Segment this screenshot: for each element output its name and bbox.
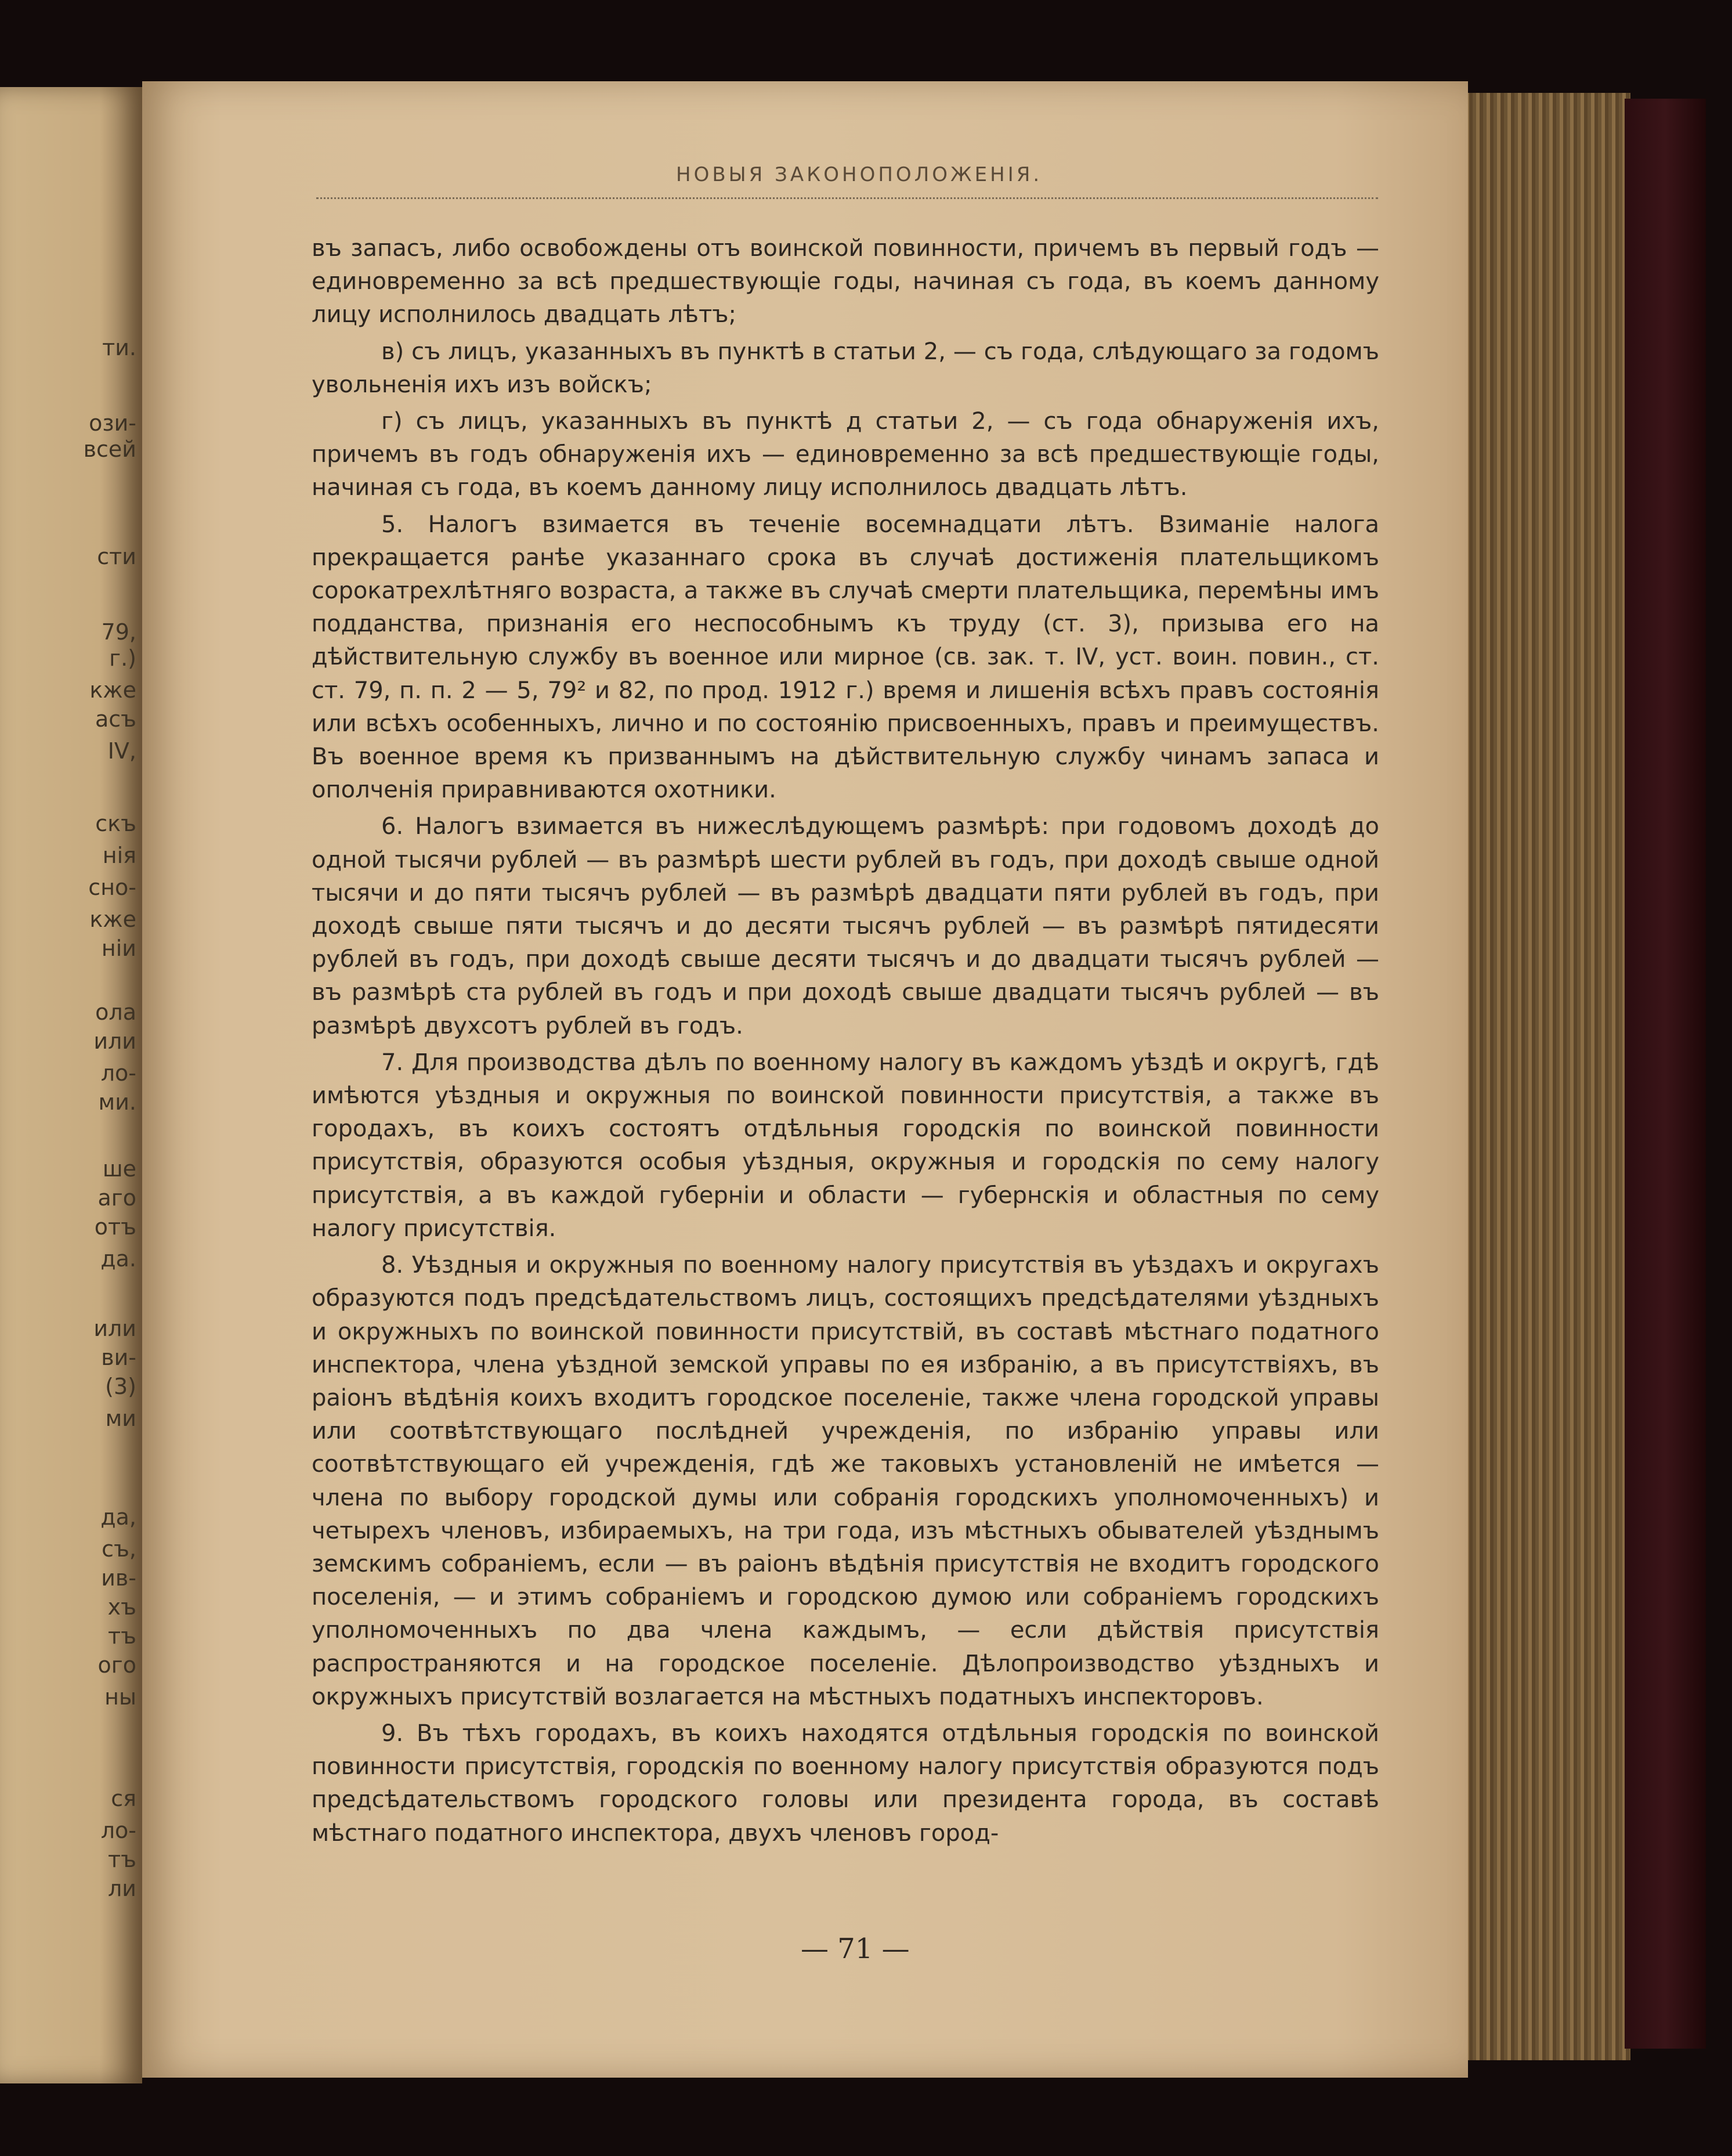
page-edges [1462, 93, 1630, 2060]
paragraph: 8. Уѣздныя и окружныя по военному налогу присутствія въ уѣздахъ и округахъ образуются подъ предсѣдательствомъ лицъ, состоящихъ предсѣдателями уѣздныхъ и окружныхъ по воинской повинности присутствій, въ составѣ мѣстнаго податного инспектора, члена уѣздной земской управы по ея избранію, а въ присутствіяхъ, въ раіонъ вѣдѣнія коихъ входитъ городское поселеніе, также члена городской управы или соотвѣтствующаго послѣдней учрежденія, по избранію управы или соотвѣтствующаго ей учрежденія, гдѣ же таковыхъ установленій не имѣется — члена по выбору городской думы или собранія городскихъ уполномоченныхъ) и четырехъ членовъ, избираемыхъ, на три года, изъ мѣстныхъ обывателей уѣзднымъ земскимъ собраніемъ, если — въ раіонъ вѣдѣнія присутствія не входитъ городского поселенія, — и этимъ собраніемъ и городскою думою или собраніемъ городскихъ уполномоченныхъ по два члена каждымъ, — если дѣйствія присутствія распространяются и на городское поселеніе. Дѣлопроизводство уѣздныхъ и окружныхъ присутствій возлагается на мѣстныхъ податныхъ инспекторовъ. [312, 1252, 1379, 1710]
paragraph: г) съ лицъ, указанныхъ въ пунктѣ д статьи 2, — съ года обнаруженія ихъ, причемъ въ годъ обнаруженія ихъ — единовременно за всѣ предшествующіе годы, начиная съ года, въ коемъ данному лицу исполнилось двадцать лѣтъ. [312, 408, 1379, 501]
paragraph: в) съ лицъ, указанныхъ въ пунктѣ в статьи 2, — съ года, слѣдующаго за годомъ увольненія ихъ изъ войскъ; [312, 338, 1379, 398]
left-page-fragment: кже [89, 907, 136, 932]
book-cover [1625, 99, 1706, 2049]
left-page-fragment: да. [100, 1246, 136, 1272]
paragraph: 5. Налогъ взимается въ теченіе восемнадцати лѣтъ. Взиманіе налога прекращается ранѣе указаннаго срока въ случаѣ достиженія плательщикомъ сорокатрехлѣтняго возраста, а также въ случаѣ смерти плательщика, перемѣны имъ подданства, признанія его неспособнымъ къ труду (ст. 3), призыва его на дѣйствительную службу въ военное или мирное (св. зак. т. IV, уст. воин. повин., ст. ст. 79, п. п. 2 — 5, 79² и 82, по прод. 1912 г.) время и лишенія всѣхъ правъ состоянія или всѣхъ особенныхъ, лично и по состоянію присвоенныхъ, правъ и преимуществъ. Въ военное время къ призваннымъ на дѣйствительную службу чинамъ запаса и ополченія приравниваются охотники. [312, 511, 1379, 804]
left-page-fragment: ло- [100, 1818, 136, 1843]
page-number: — 71 — [801, 1933, 910, 1965]
left-page-fragment: г.) [109, 645, 136, 671]
left-page-fragment: ти. [102, 335, 136, 360]
left-page-fragment: ози- [89, 410, 136, 436]
left-page-fragment: тъ [108, 1623, 136, 1649]
left-page-fragment: ніи [101, 936, 136, 961]
head-rule [316, 197, 1378, 199]
left-page-fragment: асъ [95, 706, 136, 732]
left-page-fragment: IV, [107, 738, 136, 764]
left-page-fragment: ив- [101, 1565, 136, 1591]
left-page-fragment: отъ [94, 1214, 136, 1240]
left-page-fragment: ого [97, 1652, 136, 1678]
left-page-fragment: кже [89, 677, 136, 703]
left-page [0, 87, 142, 2083]
text-block [312, 232, 1379, 1854]
paragraph: въ запасъ, либо освобождены отъ воинской повинности, причемъ въ первый годъ — единовременно за всѣ предшествующіе годы, начиная съ года, въ коемъ данному лицу исполнилось двадцать лѣтъ; [312, 235, 1379, 328]
left-page-fragment: ви- [101, 1345, 136, 1370]
left-page-fragment: ся [111, 1786, 136, 1811]
left-page-fragment: сти [97, 544, 136, 569]
left-page-fragment: хъ [107, 1594, 136, 1620]
left-page-fragment: 79, [101, 619, 136, 645]
left-page-fragment: или [93, 1316, 136, 1341]
left-page-fragment: ола [95, 999, 136, 1025]
paragraph: 9. Въ тѣхъ городахъ, въ коихъ находятся отдѣльныя городскія по воинской повинности присутствія, городскія по военному налогу присутствія образуются подъ предсѣдательствомъ городского головы или президента города, въ составѣ мѣстнаго податного инспектора, двухъ членовъ город- [312, 1720, 1379, 1847]
left-page-fragment: съ, [102, 1536, 136, 1562]
left-page-fragment: ли [108, 1876, 136, 1901]
left-page-fragment: ми [105, 1406, 136, 1431]
left-page-fragment: или [93, 1028, 136, 1054]
left-page-fragment: тъ [108, 1847, 136, 1872]
left-page-fragment: ми. [98, 1089, 136, 1115]
left-page-fragment: (3) [105, 1374, 136, 1399]
left-page-fragment: ны [104, 1684, 136, 1710]
left-page-fragment: всей [83, 436, 136, 462]
left-page-fragment: да, [100, 1504, 136, 1530]
running-head: НОВЫЯ ЗАКОНОПОЛОЖЕНІЯ. [676, 163, 1043, 186]
left-page-fragment: ше [102, 1156, 136, 1182]
left-page-fragment: скъ [95, 811, 136, 836]
left-page-fragment: сно- [88, 875, 136, 900]
left-page-fragment: ло- [100, 1060, 136, 1086]
left-page-fragment: аго [97, 1185, 136, 1211]
left-page-fragment: нія [102, 843, 136, 868]
paragraph: 7. Для производства дѣлъ по военному налогу въ каждомъ уѣздѣ и округѣ, гдѣ имѣются уѣздныя и окружныя по воинской повинности присутствія, а также въ городахъ, въ коихъ состоятъ отдѣльныя городскія по воинской повинности присутствія, образуются особыя уѣздныя, окружныя и городскія по сему налогу присутствія, а въ каждой губерніи и области — губернскія и областныя по сему налогу присутствія. [312, 1049, 1379, 1242]
paragraph: 6. Налогъ взимается въ нижеслѣдующемъ размѣрѣ: при годовомъ доходѣ до одной тысячи рублей — въ размѣрѣ шести рублей въ годъ, при доходѣ свыше одной тысячи и до пяти тысячъ рублей — въ размѣрѣ двадцати пяти рублей въ годъ, при доходѣ свыше пяти тысячъ и до десяти тысячъ рублей — въ размѣрѣ пятидесяти рублей въ годъ, при доходѣ свыше десяти тысячъ и до двадцати тысячъ рублей — въ размѣрѣ ста рублей въ годъ и при доходѣ свыше двадцати тысячъ рублей — въ размѣрѣ двухсотъ рублей въ годъ. [312, 813, 1379, 1039]
